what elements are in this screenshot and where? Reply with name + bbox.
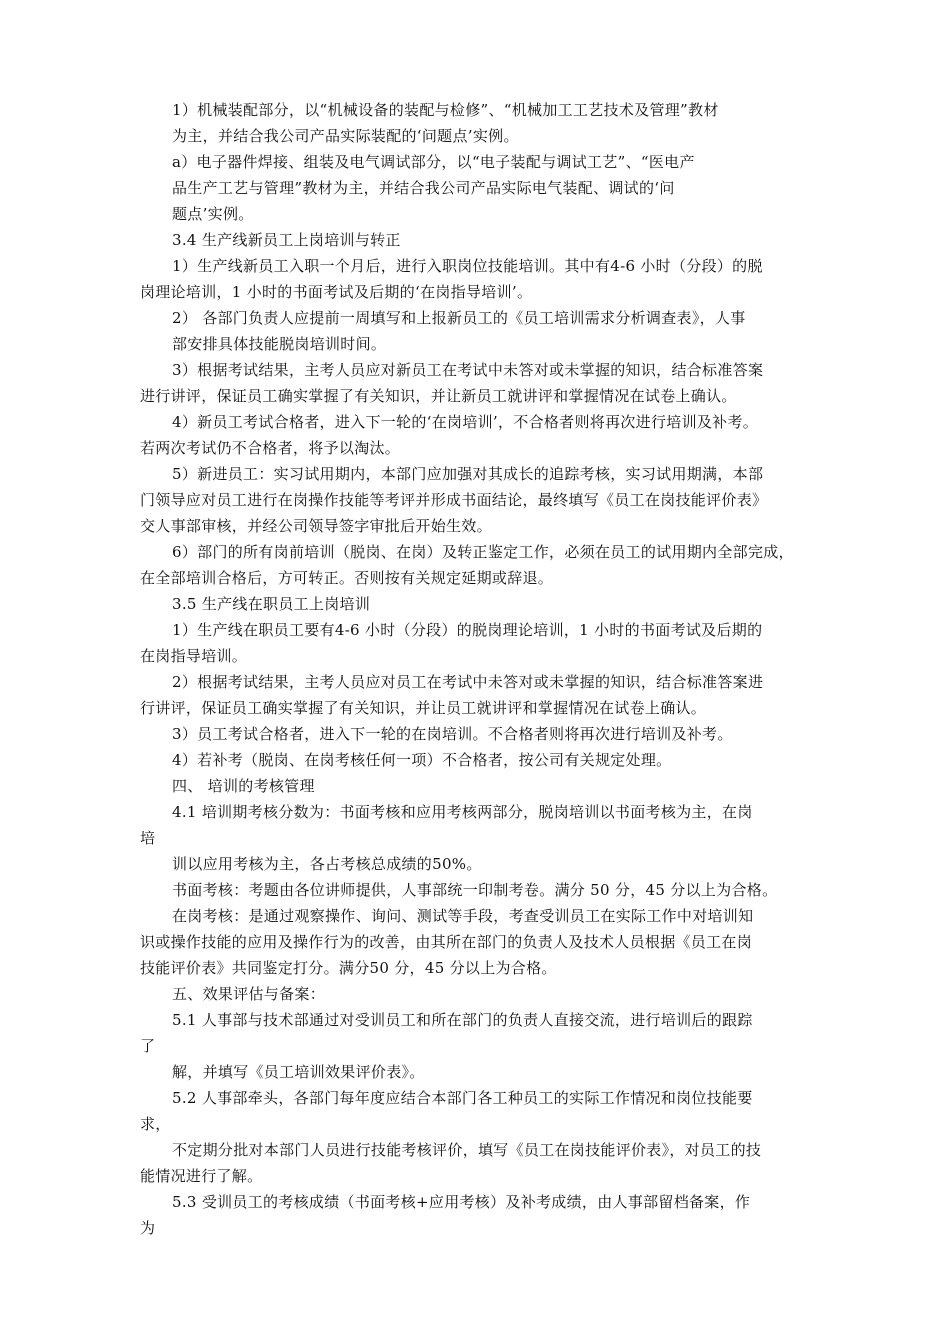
text-line: 训以应用考核为主，各占考核总成绩的50%。 <box>172 855 482 873</box>
section-heading: 3.4 生产线新员工上岗培训与转正 <box>172 231 401 249</box>
text-line: 4）若补考（脱岗、在岗考核任何一项）不合格者，按公司有关规定处理。 <box>172 751 672 769</box>
text-line: 为主，并结合我公司产品实际装配的‘问题点’实例。 <box>172 127 519 145</box>
text-line: 在岗指导培训。 <box>140 647 248 665</box>
text-line: 解，并填写《员工培训效果评价表》。 <box>172 1063 425 1081</box>
text-line: 1）机械装配部分，以“机械设备的装配与检修”、“机械加工工艺技术及管理”教材 <box>172 101 719 119</box>
section-heading: 3.5 生产线在职员工上岗培训 <box>172 595 371 613</box>
text-line: 在全部培训合格后，方可转正。否则按有关规定延期或辞退。 <box>140 569 554 587</box>
text-line: 题点’实例。 <box>172 205 254 223</box>
text-line: 2） 各部门负责人应提前一周填写和上报新员工的《员工培训需求分析调查表》，人事 <box>172 309 746 327</box>
section-heading: 五、效果评估与备案： <box>172 985 326 1003</box>
text-line: 进行讲评，保证员工确实掌握了有关知识，并让新员工就讲评和掌握情况在试卷上确认。 <box>140 387 737 405</box>
text-line: 4）新员工考试合格者，进入下一轮的‘在岗培训’，不合格者则将再次进行培训及补考。 <box>172 413 759 431</box>
text-line: 3）员工考试合格者，进入下一轮的在岗培训。不合格者则将再次进行培训及补考。 <box>172 725 733 743</box>
text-line: 若两次考试仍不合格者，将予以淘汰。 <box>140 439 401 457</box>
text-line: 识或操作技能的应用及操作行为的改善，由其所在部门的负责人及技术人员根据《员工在岗 <box>140 933 753 951</box>
text-line: 5.2 人事部牵头，各部门每年度应结合本部门各工种员工的实际工作情况和岗位技能要 <box>172 1089 753 1107</box>
text-line: 6）部门的所有岗前培训（脱岗、在岗）及转正鉴定工作，必须在员工的试用期内全部完成， <box>172 543 794 561</box>
text-line: 1）生产线在职员工要有4-6 小时（分段）的脱岗理论培训，1 小时的书面考试及后期的 <box>172 621 763 639</box>
text-line: 为 <box>140 1219 156 1237</box>
text-line: 门领导应对员工进行在岗操作技能等考评并形成书面结论，最终填写《员工在岗技能评价表》 <box>140 491 768 509</box>
text-line: 1）生产线新员工入职一个月后，进行入职岗位技能培训。其中有4-6 小时（分段）的脱 <box>172 257 763 275</box>
text-line: 能情况进行了解。 <box>140 1167 263 1185</box>
text-line: 5.3 受训员工的考核成绩（书面考核+应用考核）及补考成绩，由人事部留档备案，作 <box>172 1193 751 1211</box>
text-line: 2）根据考试结果，主考人员应对员工在考试中未答对或未掌握的知识，结合标准答案进 <box>172 673 764 691</box>
section-heading: 四、 培训的考核管理 <box>172 777 315 795</box>
text-line: 交人事部审核，并经公司领导签字审批后开始生效。 <box>140 517 492 535</box>
text-line: 部安排具体技能脱岗培训时间。 <box>172 335 387 353</box>
text-line: 了 <box>140 1037 156 1055</box>
text-line: 5.1 人事部与技术部通过对受训员工和所在部门的负责人直接交流，进行培训后的跟踪 <box>172 1011 753 1029</box>
text-line: 5）新进员工：实习试用期内，本部门应加强对其成长的追踪考核，实习试用期满，本部 <box>172 465 764 483</box>
text-line: a）电子器件焊接、组装及电气调试部分，以“电子装配与调试工艺”、“医电产 <box>172 153 695 171</box>
text-line: 书面考核：考题由各位讲师提供，人事部统一印制考卷。满分 50 分，45 分以上为合格。 <box>172 881 778 899</box>
text-line: 品生产工艺与管理”教材为主，并结合我公司产品实际电气装配、调试的‘问 <box>172 179 675 197</box>
text-line: 4.1 培训期考核分数为：书面考核和应用考核两部分，脱岗培训以书面考核为主，在岗 <box>172 803 753 821</box>
text-line: 技能评价表》共同鉴定打分。满分50 分，45 分以上为合格。 <box>140 959 557 977</box>
text-line: 求， <box>140 1115 171 1133</box>
text-line: 培 <box>140 829 156 847</box>
text-line: 不定期分批对本部门人员进行技能考核评价，填写《员工在岗技能评价表》，对员工的技 <box>172 1141 762 1159</box>
text-line: 岗理论培训，1 小时的书面考试及后期的‘在岗指导培训’。 <box>140 283 533 301</box>
text-line: 3）根据考试结果，主考人员应对新员工在考试中未答对或未掌握的知识，结合标准答案 <box>172 361 764 379</box>
text-line: 在岗考核：是通过观察操作、询问、测试等手段，考查受训员工在实际工作中对培训知 <box>172 907 754 925</box>
text-line: 行讲评，保证员工确实掌握了有关知识，并让员工就讲评和掌握情况在试卷上确认。 <box>140 699 707 717</box>
